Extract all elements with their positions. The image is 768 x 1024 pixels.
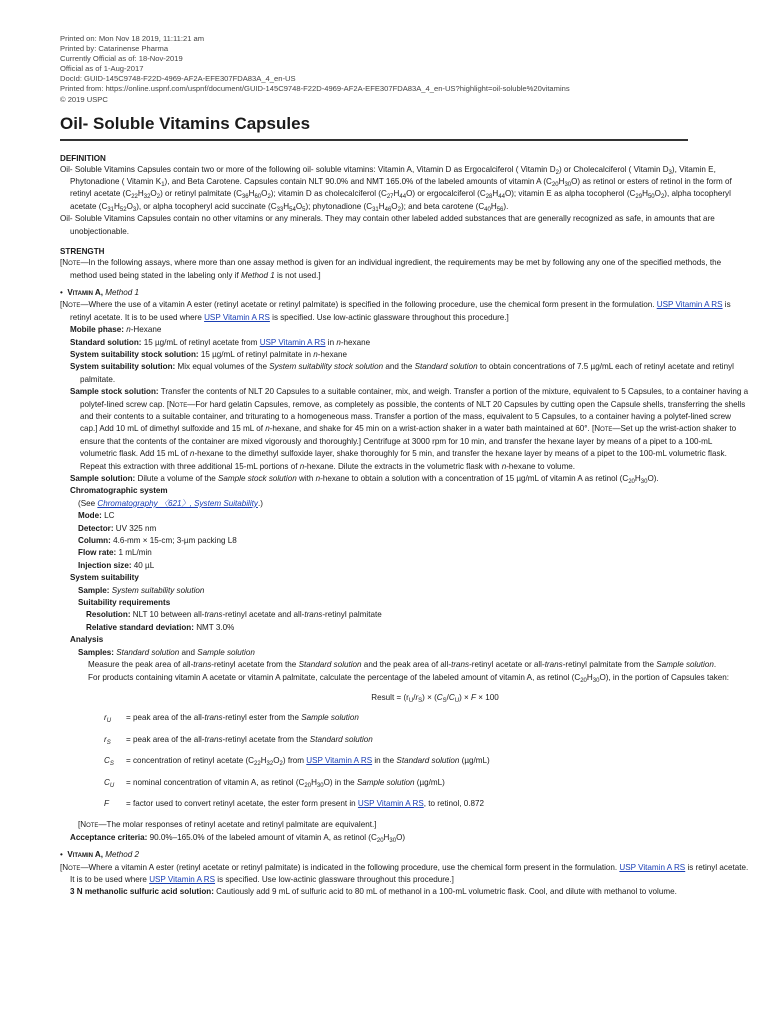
method1-note: [Note—Where the use of a vitamin A ester (retinyl acetate or retinyl palmitate) is specified in the following procedure, use the chemical form present in the formulation. USP Vitamin A RS is retinyl acetate. It is to be used where USP Vitamin A RS is specified. Use low-actinic glassware throughout this procedure.] [60,300,731,322]
vitamin-a-method-1-title: • Vitamin A, Method 1 [60,287,140,297]
suitability-requirements-heading: Suitability requirements [78,598,171,608]
strength-note: [Note—In the following assays, where more than one assay method is given for an individual ingredient, the requirements may be met by following any one of the specified methods, the method used being stated in the labeling only if Method 1 is not used.] [60,258,722,280]
definition-f: F = factor used to convert retinyl acetate, the ester form present in USP Vitamin A RS, to retinol, 0.872 [104,798,485,808]
method2-note: [Note—Where a vitamin A ester (retinyl acetate or retinyl palmitate) is indicated in the following procedure, use the chemical form present in the formulation. USP Vitamin A RS is retinyl acetate. It is to be used where USP Vitamin A RS is specified. Use low-actinic glassware throughout this procedure.] [60,862,749,884]
title-divider [60,139,688,141]
definition-paragraph-2: Oil- Soluble Vitamins Capsules contain no other vitamins or any minerals. They may contain other labeled added substances that are generally recognized as safe, in amounts that are unobjectionable. [60,214,715,236]
usp-vitamin-a-rs-link[interactable]: USP Vitamin A RS [306,756,373,766]
suitability-sample: Sample: System suitability solution [78,585,205,595]
system-suitability-stock: System suitability stock solution: 15 µg/mL of retinyl palmitate in n-hexane [70,349,347,359]
acceptance-criteria: Acceptance criteria: 90.0%–165.0% of the labeled amount of vitamin A, as retinol $(C_{20}H_{30}O)$ [70,832,406,844]
sample-stock-solution: Sample stock solution: Transfer the contents of NLT 20 Capsules to a suitable container, mix, and weigh. Transfer a portion of the mixture, equivalent to 5 Capsules, to a container having a polytef-lined screw cap. [Note—For hard gelatin Capsules, remove, as completely as possible, the contents of NLT 20 Capsules by cutting open the Capsule shells, transferring the shells and their contents to a suitable container, and triturating to a homogeneous mass. Transfer a portion of the mass, equivalent to 5 Capsules, to a container having a polytef-lined screw cap.] Add 10 mL of dimethyl sulfoxide and 15 mL of n-hexane, and shake for 45 min on a wrist-action shaker in a water bath maintained at 60°. [Note—Set up the wrist-action shaker to ensure that the contents of the container are mixed vigorously and thoroughly.] Centrifuge at 3000 rpm for 10 min, and transfer the hexane layer by means of a pipet to a 100-mL volumetric flask. Add 15 mL of n-hexane to the dimethyl sulfoxide layer, shake thoroughly for 5 min, and transfer the hexane layer by means of a pipet to the 100-mL volumetric flask. Repeat this extraction with three additional 15-mL portions of n-hexane. Dilute the extracts in the volumetric flask with n-hexane to volume. [70,387,749,471]
definition-paragraph: Oil- Soluble Vitamins Capsules contain two or more of the following oil- soluble vitamins: Vitamin A, Vitamin D as Ergocalciferol ( Vitamin $D_2$) or Cholecalciferol ( Vitamin $D_3$), Vitamin E, Phytonadione ( Vitamin $K_1$), and Beta Carotene. Capsules contain NLT 90.0% and NMT 165.0% of the labeled amounts of vitamin A $(C_{20}H_{30}O)$ as retinol or esters of retinol in the form of retinyl acetate $(C_{22}H_{32}O_2)$ or retinyl palmitate $(C_{36}H_{60}O_2)$; vitamin D as cholecalciferol $(C_{27}H_{44}O)$ or ergocalciferol $(C_{28}H_{44}O)$; vitamin E as alpha tocopherol $(C_{29}H_{50}O_2)$, alpha tocopheryl acetate $(C_{31}H_{52}O_3)$, or alpha tocopheryl acid succinate $(C_{33}H_{54}O_5)$; phytonadione $(C_{31}H_{46}O_2)$; and beta carotene $(C_{40}H_{56})$. [60,164,732,213]
definition-ru: $r_U$ = peak area of the all-trans-retinyl ester from the Sample solution [104,713,359,725]
print-header [60,34,750,105]
usp-vitamin-a-rs-link[interactable]: USP Vitamin A RS [259,337,326,347]
analysis-heading: Analysis [70,635,104,645]
flow-rate: Flow rate: 1 mL/min [78,548,152,558]
result-formula: Result = $(r_U/r_S) \times (C_S/C_U) \times F \times 100$ [371,692,499,704]
printed-from: Printed from: https://online.uspnf.com/uspnf/document/GUID-145C9748-F22D-4969-AF2A-EFE307FDA83A_4_en-US?highlight=oil-soluble%20vitamins [60,84,570,94]
system-suitability-heading: System suitability [70,573,139,583]
column: Column: 4.6-mm × 15-cm; 3-µm packing L8 [78,536,237,546]
definition-heading: DEFINITION [60,153,106,163]
official-as-of: Official as of 1-Aug-2017 [60,64,144,74]
molar-response-note: [Note—The molar responses of retinyl acetate and retinyl palmitate are equivalent.] [78,820,377,830]
analysis-samples: Samples: Standard solution and Sample solution [78,647,255,657]
printed-by: Printed by: Catarinense Pharma [60,44,169,54]
relative-standard-deviation: Relative standard deviation: NMT 3.0% [86,622,235,632]
chromatographic-system-heading: Chromatographic system [70,486,168,496]
definition-cu: $C_U$ = nominal concentration of vitamin A, as retinol $(C_{20}H_{30}O)$ in the Sample solution (µg/mL) [104,777,445,789]
printed-on: Printed on: Mon Nov 18 2019, 11:11:21 am [60,34,205,43]
document-page [60,0,750,899]
strength-heading: STRENGTH [60,247,105,257]
chromatography-link[interactable]: Chromatography 〈621〉, System Suitability [97,498,258,508]
calculation-instruction: For products containing vitamin A acetate or vitamin A palmitate, calculate the percentage of the labeled amount of vitamin A, as retinol $(C_{20}H_{30}O)$, in the portion of Capsules taken: [88,672,730,684]
usp-vitamin-a-rs-link[interactable]: USP Vitamin A RS [149,874,216,884]
copyright: © 2019 USPC [60,94,108,104]
doc-id: DocId: GUID-145C9748-F22D-4969-AF2A-EFE307FDA83A_4_en-US [60,74,296,84]
measure-instruction: Measure the peak area of all-trans-retinyl acetate from the Standard solution and the peak area of all-trans-retinyl acetate or all-trans-retinyl palmitate from the Sample solution. [88,660,717,670]
usp-vitamin-a-rs-link[interactable]: USP Vitamin A RS [357,798,424,808]
chromatography-reference: (See Chromatography 〈621〉, System Suitability.) [78,498,263,508]
resolution: Resolution: NLT 10 between all-trans-retinyl acetate and all-trans-retinyl palmitate [86,610,382,620]
usp-vitamin-a-rs-link[interactable]: USP Vitamin A RS [204,312,270,322]
injection-size: Injection size: 40 µL [78,560,155,570]
usp-vitamin-a-rs-link[interactable]: USP Vitamin A RS [656,300,723,310]
mode: Mode: LC [78,511,115,521]
definition-cs: $C_S$ = concentration of retinyl acetate $(C_{22}H_{32}O_2)$ from USP Vitamin A RS in the Standard solution (µg/mL) [104,756,490,768]
vitamin-a-method-2-title: • Vitamin A, Method 2 [60,850,140,860]
detector: Detector: UV 325 nm [78,523,157,533]
standard-solution: Standard solution: 15 µg/mL of retinyl acetate from USP Vitamin A RS in n-hexane [70,337,371,347]
methanolic-sulfuric-acid: 3 N methanolic sulfuric acid solution: Cautiously add 9 mL of sulfuric acid to 80 mL of methanol in a 100-mL volumetric flask. Cool, and dilute with methanol to volume. [70,887,677,897]
sample-solution: Sample solution: Dilute a volume of the Sample stock solution with n-hexane to obtain a solution with a concentration of 15 µg/mL of vitamin A as retinol $(C_{20}H_{30}O)$. [70,474,659,485]
system-suitability-solution: System suitability solution: Mix equal volumes of the System suitability stock solution and the Standard solution to obtain concentrations of 7.5 µg/mL each of retinyl acetate and retinyl palmitate. [70,362,734,384]
mobile-phase: Mobile phase: n-Hexane [70,325,162,335]
usp-vitamin-a-rs-link[interactable]: USP Vitamin A RS [619,862,686,872]
definition-rs: $r_S$ = peak area of the all-trans-retinyl acetate from the Standard solution [104,734,373,746]
currently-official: Currently Official as of: 18-Nov-2019 [60,54,183,64]
page-title: Oil- Soluble Vitamins Capsules [60,113,311,133]
